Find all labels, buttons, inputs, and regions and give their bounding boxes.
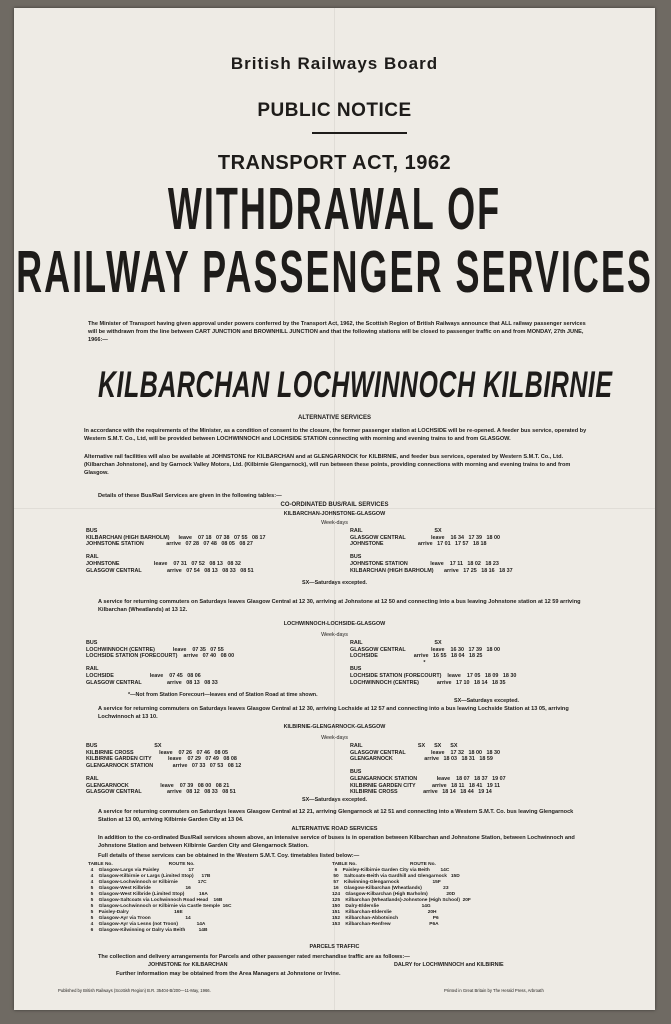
route-2-evening-table: RAIL SX GLASGOW CENTRAL leave 16 30 17 39 18 00 LOCHSIDE arrive 16 55 18 04 18 25 * BUS LOCHSIDE STATION (FORECOURT) leave 17 05 18 09 18 30 LOCHWINNOCH (CENTRE) arrive 17 10 18 14 18 35 xyxy=(350,640,517,686)
title-line-1: WITHDRAWAL OF xyxy=(167,174,502,242)
parcels-further-info: Further information may be obtained from the Area Managers at Johnstone or Irvine. xyxy=(116,971,341,977)
road-paragraph-2: Full details of these services can be obtained in the Western S.M.T. Coy. timetables listed below:— xyxy=(98,853,360,859)
route-3-heading: KILBIRNIE-GLENGARNOCK-GLASGOW xyxy=(283,724,386,730)
route-3-evening-table: RAIL SX SX SX GLASGOW CENTRAL leave 17 32 18 00 18 30 GLENGARNOCK arrive 18 03 18 31 18 59 BUS GLENGARNOCK STATION leave 18 07 18 37 19 07 KILBIRNIE GARDEN CITY arrive 18 11 18 41 19 11 KILBIRNIE CROSS arrive 18 14 18 44 19 14 xyxy=(350,743,506,796)
station-kilbirnie: KILBIRNIE xyxy=(483,364,613,406)
station-lochwinnoch: LOCHWINNOCH xyxy=(277,364,476,406)
footer-publisher: Published by British Railways (Scottish Region) B.R. 35404-B/200—11-May, 1966. xyxy=(58,988,211,993)
parcels-heading: PARCELS TRAFFIC xyxy=(309,944,360,950)
alternative-paragraph-1: In accordance with the requirements of the Minister, as a condition of consent to the closure, the former passenger station at LOCHSIDE will be re-opened. A feeder bus service, operated by Western S.M.T. Co., Ltd, will be provided between LOCHWINNOCH and LOCHSIDE STATION connecting with morning and evening trains to and from GLASGOW. xyxy=(84,428,587,442)
road-services-heading: ALTERNATIVE ROAD SERVICES xyxy=(291,826,378,832)
board-name: British Railways Board xyxy=(230,54,439,73)
bus-timetable-right: TABLE No. ROUTE No. 6 Paisley-Kilbirnie Garden City via Beith 14C 50 Saltcoats-Beith via Gardhill and Glengarnock 15D 57 Kilwinning-Glengarnock 15F 16 Glasgow-Kilbarchan (Wheatlands) 23 124 Glasgow-Kilbarchan (High Barholm) 20D 125 Kilbarchan (Wheatlands)-Johnstone (High School) 20F 150 Dalry-Elderslie 14G 151 Kilbarchan-Elderslie 20H 152 Kilbarchan-Abbotsinch P6 153 Kilbarchan-Renfrew P6A xyxy=(332,862,471,927)
closed-stations xyxy=(14,364,655,404)
parcels-left: JOHNSTONE for KILBARCHAN xyxy=(148,962,228,968)
route-3-weekdays: Week-days xyxy=(321,735,348,741)
route-2-saturday-note: A service for returning commuters on Saturdays leaves Glasgow Central at 12 30, arriving Lochside at 12 57 and connecting into a bus leaving Lochside Station at 13 05, arriving Lochwinnoch at 13 10. xyxy=(98,706,569,720)
road-paragraph-1: In addition to the co-ordinated Bus/Rail services shown above, an intensive service of buses is in operation between Kilbarchan and Johnstone Station, between Lochwinnoch and Johnstone Station and between Kilbirnie Garden City and Glengarnock Station. xyxy=(98,835,575,849)
route-1-weekdays: Week-days xyxy=(321,520,348,526)
notice-heading: PUBLIC NOTICE xyxy=(257,100,412,121)
coordinated-heading: CO-ORDINATED BUS/RAIL SERVICES xyxy=(280,502,389,508)
parcels-paragraph: The collection and delivery arrangements for Parcels and other passenger rated merchandise traffic are as follows:— xyxy=(98,954,410,960)
route-1-evening-table: RAIL SX GLASGOW CENTRAL leave 16 34 17 39 18 00 JOHNSTONE arrive 17 01 17 57 18 18 BUS JOHNSTONE STATION leave 17 11 18 02 18 23 KILBARCHAN (HIGH BARHOLM) arrive 17 25 18 16 18 37 xyxy=(350,528,513,574)
route-2-weekdays: Week-days xyxy=(321,632,348,638)
route-3-saturday-note: A service for returning commuters on Saturdays leaves Glasgow Central at 12 21, arriving Glengarnock at 12 51 and connecting into a Western S.M.T. Co. bus leaving Glengarnock Station at 13 00, arriving Kilbirnie Garden City at 13 04. xyxy=(98,809,574,823)
public-notice-poster xyxy=(14,8,655,1010)
act-heading: TRANSPORT ACT, 1962 xyxy=(217,152,452,174)
title-line-2: RAILWAY PASSENGER SERVICES xyxy=(16,237,653,305)
fold-line-horizontal xyxy=(14,508,655,509)
route-2-sx-note: SX—Saturdays excepted. xyxy=(454,698,520,704)
station-kilbarchan: KILBARCHAN xyxy=(98,364,270,406)
parcels-right: DALRY for LOCHWINNOCH and KILBIRNIE xyxy=(394,962,504,968)
alternative-paragraph-3: Details of these Bus/Rail Services are given in the following tables:— xyxy=(98,493,282,499)
route-1-morning-table: BUS KILBARCHAN (HIGH BARHOLM) leave 07 18 07 38 07 55 08 17 JOHNSTONE STATION arrive 07 28 07 48 08 05 08 27 RAIL JOHNSTONE leave 07 31 07 52 08 13 08 32 GLASGOW CENTRAL arrive 07 54 08 13 08 33 08 51 xyxy=(86,528,266,574)
route-3-sx-note: SX—Saturdays excepted. xyxy=(301,797,367,803)
route-1-sx-note: SX—Saturdays excepted. xyxy=(301,580,367,586)
bus-timetable-left: TABLE No. ROUTE No. 4 Glasgow-Largs via Paisley 17 4 Glasgow-Kilbirnie or Largs (Limited Stop) 17B 4 Glasgow-Lochwinnoch or Kilbirnie 17C 5 Glasgow-West Kilbride 16 5 Glasgow-West Kilbride (Limited Stop) 16A 5 Glasgow-Saltcoats via Lochwinnoch Road Head 16B 5 Glasgow-Lochwinnoch or Kilbirnie via Castle Semple 16C 5 Paisley-Dalry 16E 5 Glasgow-Ayr via Troon 14 4 Glasgow-Ayr via Lesns (not Troon) 14A 6 Glasgow-Kilwinning or Dalry via Beith 14B xyxy=(88,862,232,933)
route-2-star-note: *—Not from Station Forecourt—leaves end of Station Road at time shown. xyxy=(128,692,318,698)
footer-printer: Printed in Great Britain by The Herald Press, Arbroath xyxy=(444,988,544,993)
intro-paragraph: The Minister of Transport having given approval under powers conferred by the Transport Act, 1962, the Scottish Region of British Railways announce that ALL railway passenger services will be withdrawn from the line between CART JUNCTION and BROWNHILL JUNCTION and that the following stations will be closed to passenger traffic on and from MONDAY, 27th JUNE, 1966:— xyxy=(88,321,586,343)
route-1-heading: KILBARCHAN-JOHNSTONE-GLASGOW xyxy=(283,511,386,517)
route-3-morning-table: BUS SX KILBIRNIE CROSS leave 07 26 07 46 08 05 KILBIRNIE GARDEN CITY leave 07 29 07 49 08 08 GLENGARNOCK STATION arrive 07 33 07 53 08 12 RAIL GLENGARNOCK leave 07 39 08 00 08 21 GLASGOW CENTRAL arrive 08 12 08 33 08 51 xyxy=(86,743,242,796)
route-1-saturday-note: A service for returning commuters on Saturdays leaves Glasgow Central at 12 30, arriving at Johnstone at 12 50 and connecting into a bus leaving Johnstone station at 12 59 arriving Kilbarchan (Wheatlands) at 13 12. xyxy=(98,599,581,613)
alternative-paragraph-2: Alternative rail facilities will also be available at JOHNSTONE for KILBARCHAN and at GLENGARNOCK for KILBIRNIE, and feeder bus services, operated by Western S.M.T. Co., Ltd. (Kilbarchan Johnstone), and by Garnock Valley Motors, Ltd. (Kilbirnie Glengarnock), will run between these points, providing connections with morning and evening trains to and from Glasgow. xyxy=(84,454,571,476)
title-divider xyxy=(312,132,407,134)
route-2-morning-table: BUS LOCHWINNOCH (CENTRE) leave 07 35 07 55 LOCHSIDE STATION (FORECOURT) arrive 07 40 08 00 RAIL LOCHSIDE leave 07 45 08 06 GLASGOW CENTRAL arrive 08 13 08 33 xyxy=(86,640,235,686)
route-2-heading: LOCHWINNOCH-LOCHSIDE-GLASGOW xyxy=(283,621,386,627)
alternative-services-heading: ALTERNATIVE SERVICES xyxy=(297,415,371,421)
